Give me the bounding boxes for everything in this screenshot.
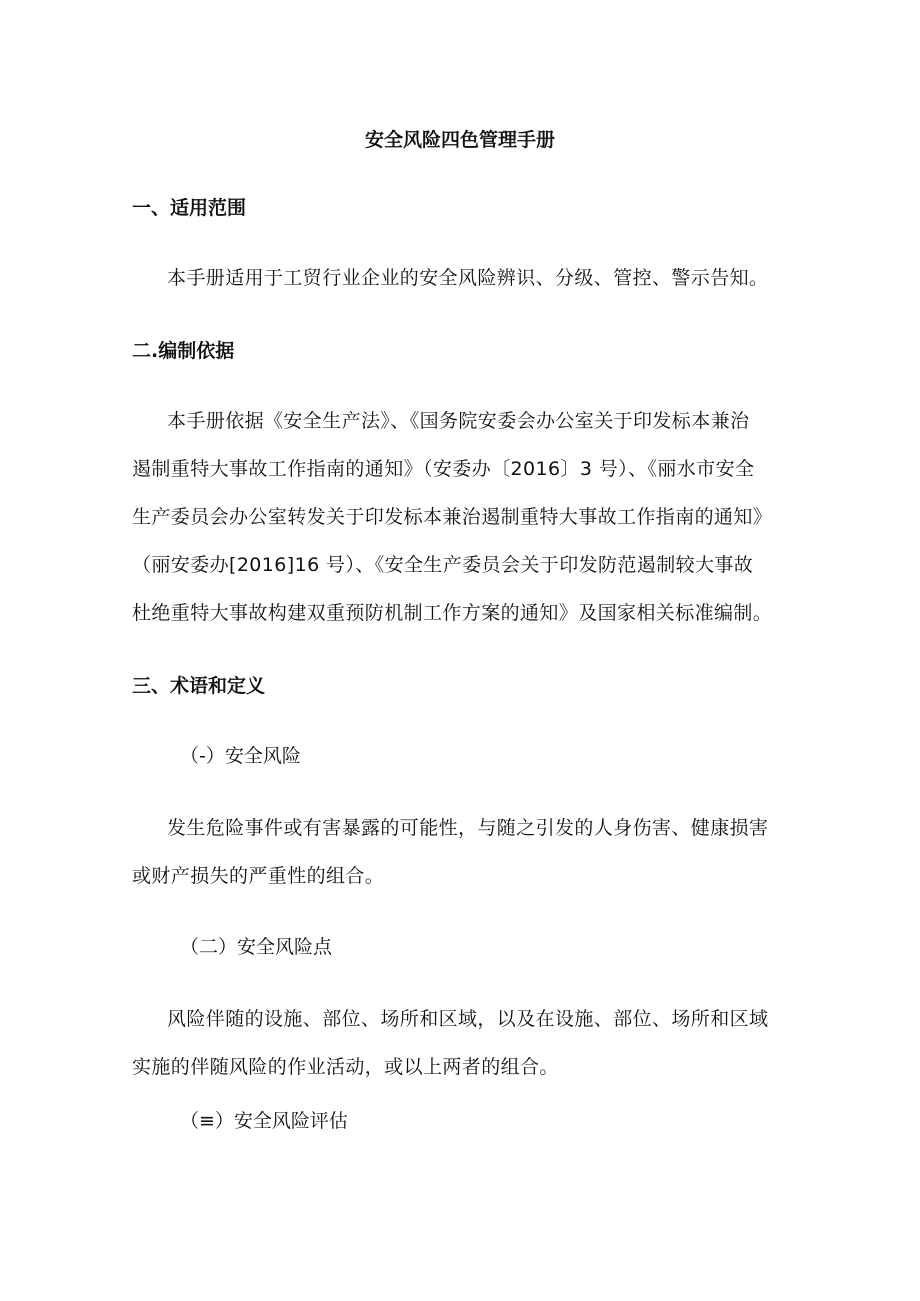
paragraph-line: 发生危险事件或有害暴露的可能性，与随之引发的人身伤害、健康损害 <box>167 817 769 839</box>
paragraph-line: 生产委员会办公室转发关于印发标本兼治遏制重特大事故工作指南的通知》 <box>132 506 773 528</box>
paragraph-line: 实施的伴随风险的作业活动，或以上两者的组合。 <box>132 1056 559 1078</box>
paragraph-line: （丽安委办[2016]16 号）、《安全生产委员会关于印发防范遏制较大事故 <box>132 554 754 576</box>
document-title: 安全风险四色管理手册 <box>364 129 555 151</box>
paragraph-line: 杜绝重特大事故构建双重预防机制工作方案的通知》及国家相关标准编制。 <box>132 602 773 624</box>
paragraph-line: 风险伴随的设施、部位、场所和区域，以及在设施、部位、场所和区域 <box>167 1008 769 1030</box>
section-heading-terms: 三、术语和定义 <box>132 675 266 697</box>
paragraph-line: 或财产损失的严重性的组合。 <box>132 865 385 887</box>
paragraph-line: 本手册依据《安全生产法》、《国务院安委会办公室关于印发标本兼治 <box>167 410 750 432</box>
paragraph-line: 遏制重特大事故工作指南的通知》（安委办〔2016〕3 号）、《丽水市安全 <box>132 458 755 480</box>
section-heading-scope: 一、适用范围 <box>132 197 247 219</box>
subsection-heading-risk-assessment: （≡）安全风险评估 <box>180 1110 348 1132</box>
subsection-heading-risk-point: （二）安全风险点 <box>180 936 333 958</box>
paragraph-line: 本手册适用于工贸行业企业的安全风险辨识、分级、管控、警示告知。 <box>167 267 769 289</box>
section-heading-basis: 二.编制依据 <box>132 340 235 362</box>
subsection-heading-risk: （-）安全风险 <box>180 745 301 767</box>
